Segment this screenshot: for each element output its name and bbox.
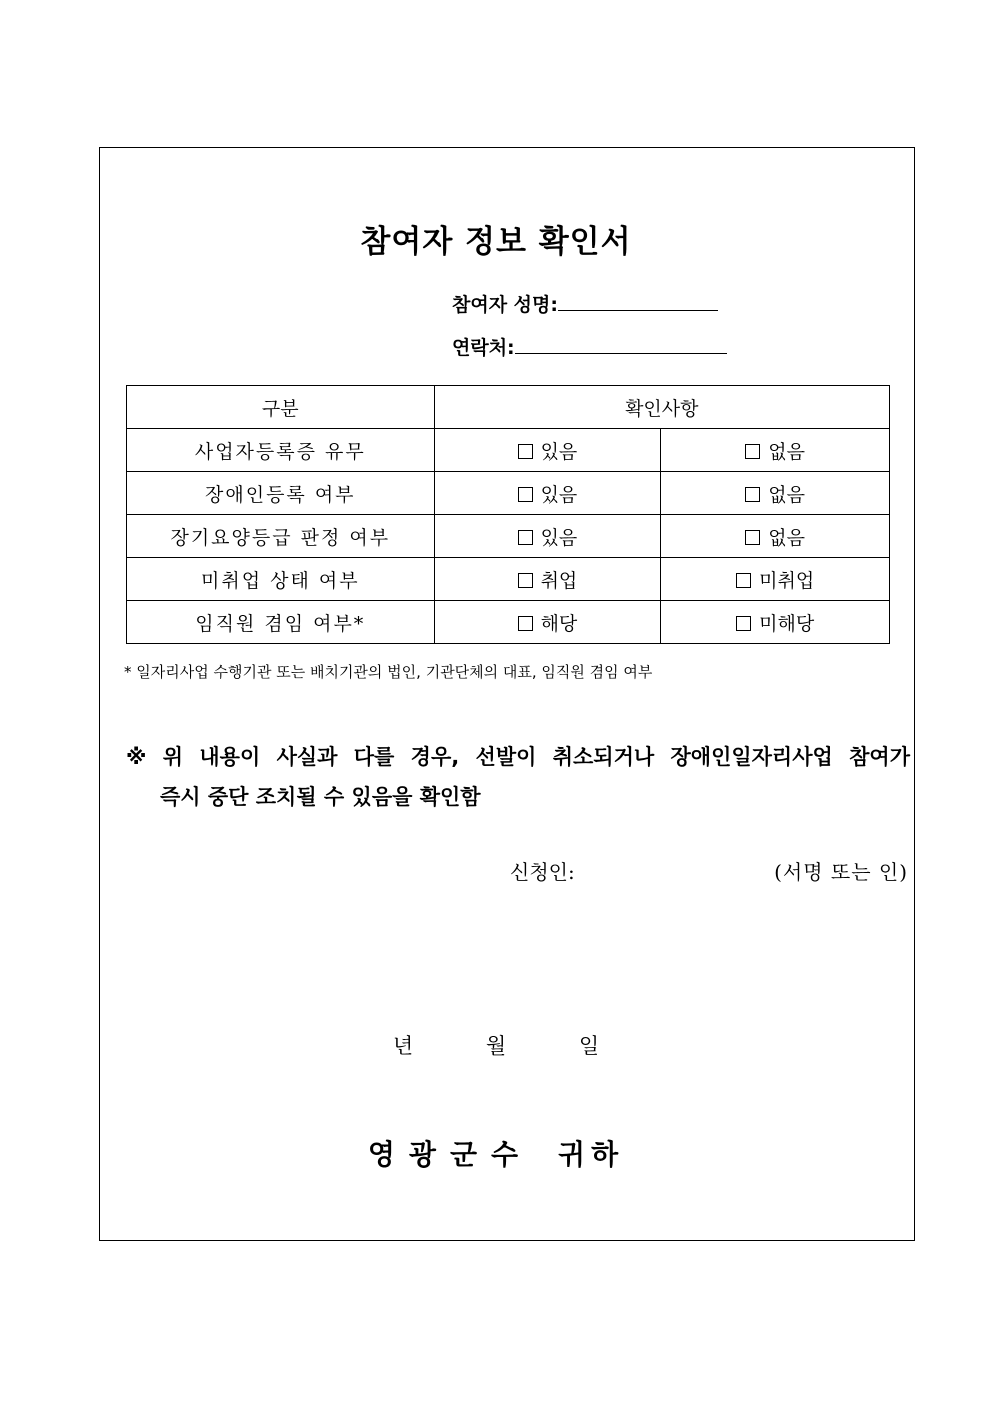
table-row xyxy=(127,515,890,558)
option-label: 있음 xyxy=(540,440,578,463)
option-label: 취업 xyxy=(540,569,578,592)
contact-label: 연락처: xyxy=(452,337,515,359)
checkbox-icon[interactable] xyxy=(745,487,760,502)
row-label: 미취업 상태 여부 xyxy=(127,558,435,601)
recipient-suffix: 귀하 xyxy=(558,1138,625,1171)
notice xyxy=(126,737,910,817)
option-cell[interactable] xyxy=(434,558,661,601)
table-row xyxy=(127,601,890,644)
contact-field[interactable] xyxy=(452,333,727,360)
notice-word: 선발이 xyxy=(475,745,537,769)
table-row xyxy=(127,558,890,601)
option-cell[interactable] xyxy=(661,472,890,515)
table-row xyxy=(127,472,890,515)
checkbox-icon[interactable] xyxy=(745,444,760,459)
option-cell[interactable] xyxy=(661,429,890,472)
notice-word: 사실과 xyxy=(276,745,338,769)
option-cell[interactable] xyxy=(434,472,661,515)
option-cell[interactable] xyxy=(434,429,661,472)
checkbox-icon[interactable] xyxy=(518,573,533,588)
table-header-row xyxy=(127,386,890,429)
date-line xyxy=(0,1030,992,1060)
footnote: * 일자리사업 수행기관 또는 배치기관의 법인, 기관단체의 대표, 임직원 겸임 여부 xyxy=(124,663,653,681)
checkbox-icon[interactable] xyxy=(736,616,751,631)
checkbox-icon[interactable] xyxy=(518,487,533,502)
confirmation-table xyxy=(126,385,890,644)
row-label: 장기요양등급 판정 여부 xyxy=(127,515,435,558)
option-label: 있음 xyxy=(540,526,578,549)
checkbox-icon[interactable] xyxy=(518,530,533,545)
recipient-org: 영광군수 xyxy=(367,1138,533,1171)
notice-word: 경우, xyxy=(410,745,460,769)
notice-word: 내용이 xyxy=(199,745,261,769)
option-cell[interactable] xyxy=(661,515,890,558)
option-cell[interactable] xyxy=(434,515,661,558)
option-cell[interactable] xyxy=(661,601,890,644)
checkbox-icon[interactable] xyxy=(745,530,760,545)
option-label: 미취업 xyxy=(759,569,815,592)
checkbox-icon[interactable] xyxy=(518,444,533,459)
row-label: 임직원 겸임 여부* xyxy=(127,601,435,644)
checkbox-icon[interactable] xyxy=(518,616,533,631)
option-label: 없음 xyxy=(768,526,805,549)
row-label: 장애인등록 여부 xyxy=(127,472,435,515)
document-title: 참여자 정보 확인서 xyxy=(360,224,632,260)
notice-word: 참여가 xyxy=(849,745,910,769)
notice-word: 위 xyxy=(162,745,184,769)
table-row xyxy=(127,429,890,472)
notice-word: 다를 xyxy=(353,745,395,769)
participant-name-field[interactable] xyxy=(452,290,718,317)
contact-line[interactable] xyxy=(515,333,727,354)
notice-word: 취소되거나 xyxy=(552,745,655,769)
option-label: 미해당 xyxy=(759,612,815,635)
header-confirmation: 확인사항 xyxy=(434,386,889,429)
option-label: 없음 xyxy=(768,440,805,463)
date-day: 일 xyxy=(578,1034,600,1058)
date-month: 월 xyxy=(485,1034,507,1058)
applicant-label: 신청인: xyxy=(510,860,575,884)
recipient xyxy=(0,1133,992,1173)
option-label: 있음 xyxy=(540,483,578,506)
option-label: 해당 xyxy=(540,612,578,635)
notice-word: 장애인일자리사업 xyxy=(670,745,833,769)
participant-name-line[interactable] xyxy=(558,290,718,311)
notice-line-2: 즉시 중단 조치될 수 있음을 확인함 xyxy=(160,785,481,809)
participant-name-label: 참여자 성명: xyxy=(452,294,558,316)
option-cell[interactable] xyxy=(434,601,661,644)
notice-line-1 xyxy=(126,737,910,777)
row-label: 사업자등록증 유무 xyxy=(127,429,435,472)
checkbox-icon[interactable] xyxy=(736,573,751,588)
header-category: 구분 xyxy=(127,386,435,429)
option-cell[interactable] xyxy=(661,558,890,601)
option-label: 없음 xyxy=(768,483,805,506)
date-year: 년 xyxy=(392,1034,414,1058)
signature-label: (서명 또는 인) xyxy=(774,860,908,884)
reference-mark-icon: ※ xyxy=(126,745,147,769)
